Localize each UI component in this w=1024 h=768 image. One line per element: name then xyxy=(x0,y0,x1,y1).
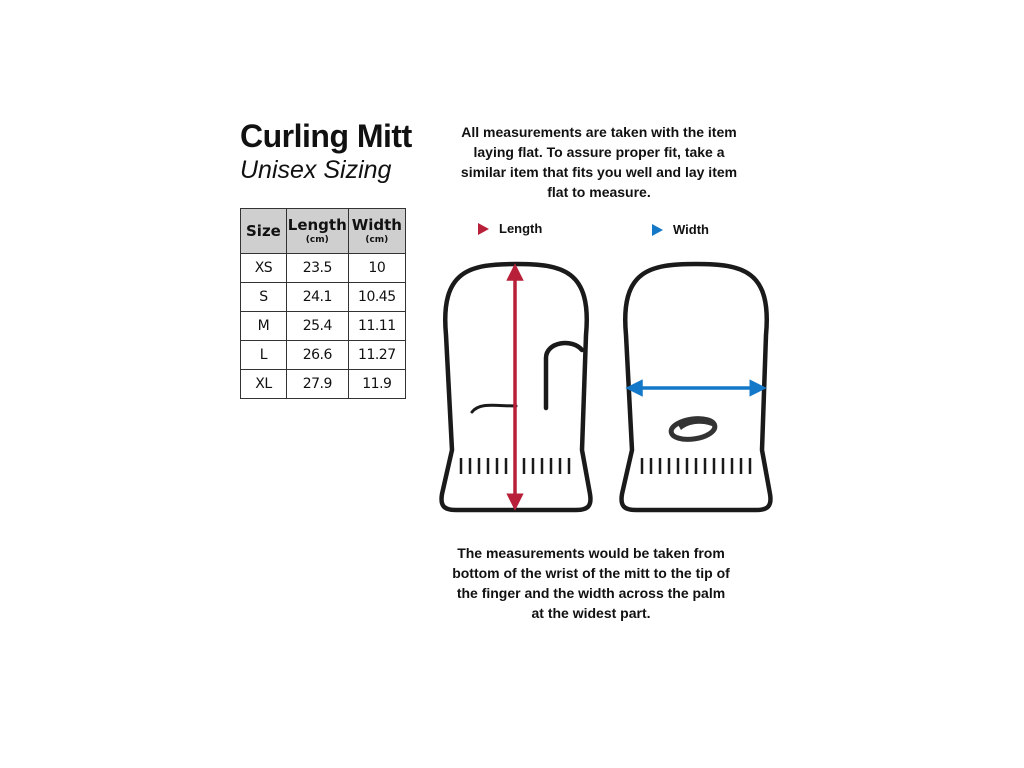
cell-length: 26.6 xyxy=(286,341,348,370)
cell-length: 24.1 xyxy=(286,283,348,312)
column-header-length-label: Length xyxy=(287,216,347,234)
legend-width-label: Width xyxy=(673,222,709,237)
measurement-instructions: All measurements are taken with the item laying flat. To assure proper fit, take a similar item that fits you well and lay item flat to measure. xyxy=(460,124,738,200)
legend-length-label: Length xyxy=(499,221,543,236)
cell-width: 10 xyxy=(348,254,405,283)
cell-length: 27.9 xyxy=(286,370,348,399)
cell-length: 23.5 xyxy=(286,254,348,283)
mitt-back-view xyxy=(622,264,771,510)
cell-length: 25.4 xyxy=(286,312,348,341)
cell-width: 11.11 xyxy=(348,312,405,341)
page-title: Curling Mitt xyxy=(240,118,412,154)
cell-size: L xyxy=(241,341,287,370)
cell-size: S xyxy=(241,283,287,312)
column-header-width-label: Width xyxy=(351,216,402,234)
column-header-length-unit: (cm) xyxy=(305,235,329,245)
cell-width: 11.9 xyxy=(348,370,405,399)
cell-size: XS xyxy=(241,254,287,283)
cell-size: M xyxy=(241,312,287,341)
mitt-palm-view xyxy=(442,264,591,510)
column-header-width-unit: (cm) xyxy=(365,235,389,245)
cell-width: 11.27 xyxy=(348,341,405,370)
cell-width: 10.45 xyxy=(348,283,405,312)
cell-size: XL xyxy=(241,370,287,399)
page-subtitle: Unisex Sizing xyxy=(240,156,392,184)
column-header-size-label: Size xyxy=(246,222,281,240)
measurement-explanation: The measurements would be taken from bottom of the wrist of the mitt to the tip of the finger and the width across the palm at the widest part. xyxy=(452,545,730,621)
